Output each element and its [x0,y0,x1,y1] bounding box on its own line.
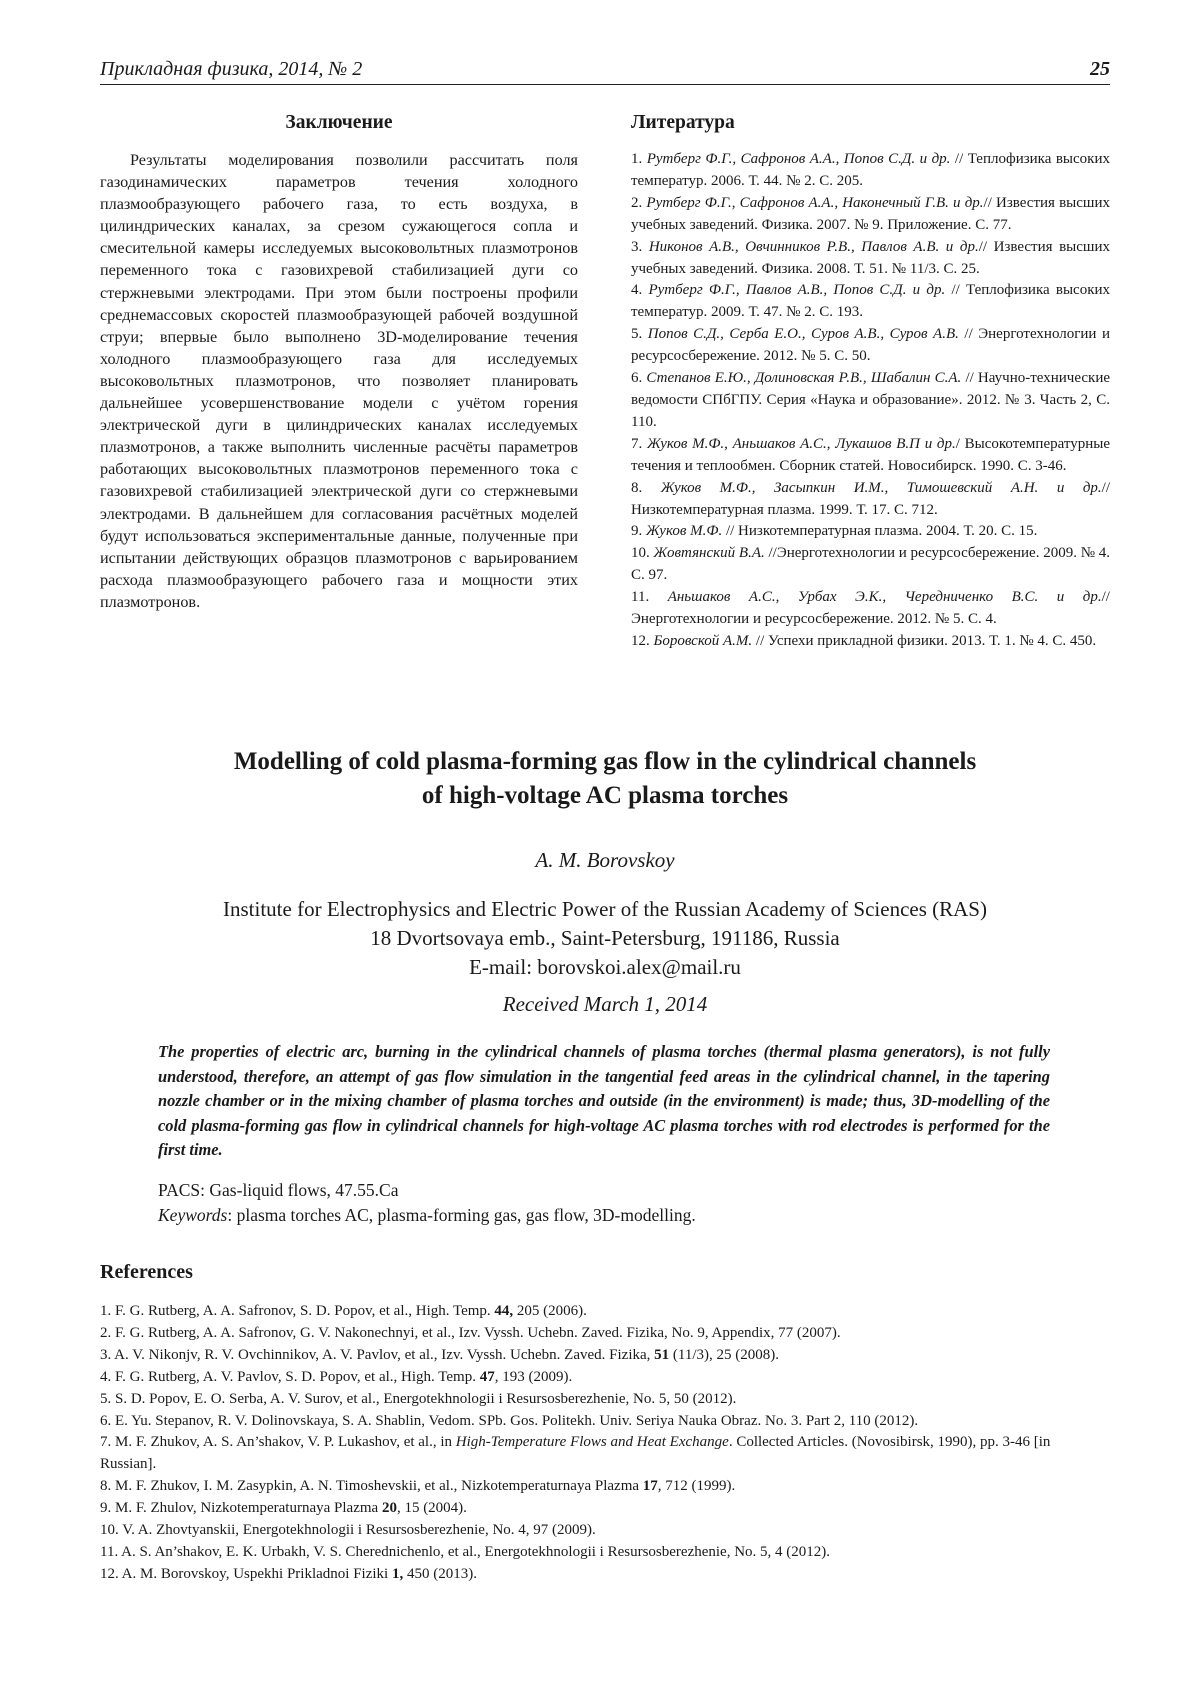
literature-item-number: 10. [631,545,654,562]
literature-item [631,587,1110,631]
literature-item [631,521,1110,543]
literature-item-source: // Низкотемпературная плазма. 2004. Т. 20. С. 15. [722,523,1038,540]
reference-text: 8. M. F. Zhukov, I. M. Zasypkin, A. N. Timoshevskii, et al., Nizkotemperaturnaya Plazma [100,1478,643,1495]
pacs-keywords [158,1178,1050,1228]
reference-text: 450 (2013). [403,1565,477,1582]
keywords-text: : plasma torches AC, plasma-forming gas, gas flow, 3D-modelling. [227,1205,696,1225]
reference-text: 12. A. M. Borovskoy, Uspekhi Prikladnoi Fiziki [100,1565,392,1582]
literature-item-source: //Энерготехнологии и ресурсосбережение. 2009. № 4. С. 97. [631,545,1111,584]
literature-item [631,324,1110,368]
reference-text: (11/3), 25 (2008). [669,1346,780,1363]
reference-text: 205 (2006). [513,1303,587,1319]
literature-item-authors: Аньшаков А.С., Урбах Э.К., Чередниченко В.С. и др. [667,589,1102,606]
conclusion-section [100,112,578,613]
literature-item-number: 6. [631,370,647,387]
reference-item [100,1323,1110,1345]
reference-text: 6. E. Yu. Stepanov, R. V. Dolinovskaya, S. A. Shablin, Vedom. SPb. Gos. Politekh. Univ. Seriya Nauka Obraz. No. 3. Part 2, 110 (2012). [100,1412,919,1429]
literature-item-source: // Научно-технические ведомости СПбГПУ. Серия «Наука и образование». 2012. № 3. Часть 2, С. 110. [631,370,1110,430]
literature-item [631,237,1110,281]
reference-volume: 17 [642,1478,658,1495]
reference-text: 10. V. A. Zhovtyanskii, Energotekhnologii i Resursosberezhenie, No. 4, 97 (2009). [100,1522,596,1539]
reference-text: . Collected Articles. (Novosibirsk, 1990), pp. 3-46 [in Russian]. [100,1434,1051,1473]
reference-text: , 712 (1999). [657,1478,736,1495]
literature-item-authors: Боровской А.М. [653,632,753,649]
literature-item-source: // Теплофизика высоких температур. 2006. Т. 44. № 2. С. 205. [631,151,1110,189]
references-heading: References [100,1261,193,1283]
reference-text: 5. S. D. Popov, E. O. Serba, A. V. Surov, et al., Energotekhnologii i Resursosberezhenie, No. 5, 50 (2012). [100,1390,737,1407]
literature-item-number: 7. [631,435,647,452]
literature-item-authors: Жуков М.Ф. [646,523,723,540]
literature-item-authors: Жуков М.Ф., Засыпкин И.М., Тимошевский А.Н. и др. [660,479,1102,496]
literature-item [631,368,1110,434]
literature-item-number: 2. [631,194,647,211]
literature-heading: Литература [631,112,735,133]
literature-list [631,149,1110,653]
literature-item-source: // Энерготехнологии и ресурсосбережение. 2012. № 5. С. 4. [631,589,1110,628]
keywords-line [158,1203,1050,1228]
literature-item-source: // Успехи прикладной физики. 2013. Т. 1. № 4. С. 450. [752,632,1097,649]
reference-text: 2. F. G. Rutberg, A. A. Safronov, G. V. Nakonechnyi, et al., Izv. Vyssh. Uchebn. Zaved. Fizika, No. 9, Appendix, 77 (2007). [100,1324,841,1341]
literature-item-authors: Никонов А.В., Овчинников Р.В., Павлов А.В. и др. [648,238,979,255]
references-list [100,1301,1110,1586]
literature-item-source: // Энерготехнологии и ресурсосбережение. 2012. № 5. С. 50. [631,326,1110,365]
reference-text: 1. F. G. Rutberg, A. A. Safronov, S. D. Popov, et al., High. Temp. [100,1303,495,1319]
literature-item-source: // Теплофизика высоких температур. 2009. Т. 47. № 2. С. 193. [631,282,1111,321]
reference-text: 4. F. G. Rutberg, A. V. Pavlov, S. D. Popov, et al., High. Temp. [100,1368,480,1385]
reference-volume: 51 [654,1346,670,1363]
article-title-line: Modelling of cold plasma-forming gas flow in the cylindrical channels [233,748,977,775]
affiliation-address: 18 Dvortsovaya emb., Saint-Petersburg, 191186, Russia [370,926,840,950]
literature-item-number: 8. [631,479,661,496]
reference-item [100,1367,1110,1389]
reference-volume: 20 [381,1500,397,1517]
article-title [100,745,1110,813]
received-date: Received March 1, 2014 [502,992,708,1016]
reference-text: 7. M. F. Zhukov, A. S. An’shakov, V. P. Lukashov, et al., in [100,1434,456,1451]
abstract: The properties of electric arc, burning in the cylindrical channels of plasma torches (thermal plasma generators), is not fully understood, therefore, an attempt of gas flow simulation in the tangential feed areas in the cylindrical channel, in the tapering nozzle chamber or in the mixing chamber of plasma torches and outside (in the environment) is made; thus, 3D-modelling of the cold plasma-forming gas flow in cylindrical channels for high-voltage AC plasma torches with rod electrodes is performed for the first time. [158,1042,1050,1159]
article-author: A. M. Borovskoy [535,848,675,872]
reference-text: 11. A. S. An’shakov, E. K. Urbakh, V. S. Cherednichenlo, et al., Energotekhnologii i Resursosberezhenie, No. 5, 4 (2012). [100,1543,831,1560]
reference-text: 3. A. V. Nikonjv, R. V. Ovchinnikov, A. V. Pavlov, et al., Izv. Vyssh. Uchebn. Zaved. Fizika, [100,1346,655,1363]
reference-item [100,1345,1110,1367]
running-header [100,58,1110,85]
literature-item-number: 12. [631,632,654,649]
literature-item-source: // Низкотемпературная плазма. 1999. Т. 17. С. 712. [631,479,1111,518]
reference-item [100,1301,1110,1323]
literature-item-authors: Жовтянский В.А. [653,545,765,562]
literature-section [631,112,1110,653]
literature-item-authors: Рутберг Ф.Г., Сафронов А.А., Попов С.Д. и др. [646,151,951,167]
literature-item [631,193,1110,237]
reference-text: 9. M. F. Zhulov, Nizkotemperaturnaya Plazma [100,1500,382,1517]
affiliation [100,895,1110,982]
conclusion-heading: Заключение [285,112,393,133]
reference-volume: 1, [391,1565,404,1582]
conclusion-text: Результаты моделирования позволили рассчитать поля газодинамических параметров течения холодного плазмообразующего рабочего газа, то есть воздуха, в цилиндрических каналах, за срезом сужающегося сопла и смесительной камеры исследуемых высоковольтных плазмотронов переменного тока с газовихревой стабилизацией дуги со стержневыми электродами. При этом были построены профили среднемассовых скоростей плазмообразующей рабочей воздушной струи; впервые было выполнено 3D-моделирование течения холодного плазмообразующего газа для исследуемых высоковольтных плазмотронов, что позволяет планировать дальнейшее усовершенствование модели с учётом горения электрической дуги в цилиндрических каналах исследуемых плазмотронов, а также выполнить численные расчёты параметров работающих высоковольтных плазмотронов переменного тока с газовихревой стабилизацией электрической дуги со стержневыми электродами. В дальнейшем для согласования расчётных моделей будут использоваться экспериментальные данные, полученные при испытании действующих образцов плазмотронов с варьированием расхода плазмообразующего рабочего газа и мощности этих плазмотронов. [100,151,578,611]
literature-item [631,543,1110,587]
keywords-label: Keywords [158,1205,228,1225]
affiliation-email: E-mail: borovskoi.alex@mail.ru [469,955,741,979]
literature-item-number: 3. [631,238,649,255]
reference-item [100,1542,1110,1564]
article-title-line: of high-voltage AC plasma torches [421,782,789,809]
journal-title: Прикладная физика, 2014, № 2 [100,58,363,80]
literature-item-authors: Попов С.Д., Серба Е.О., Суров А.В., Суров А.В. [647,326,959,343]
literature-item [631,478,1110,522]
reference-item [100,1411,1110,1433]
reference-item [100,1498,1110,1520]
literature-item-number: 9. [631,523,646,540]
literature-item-number: 5. [631,326,648,343]
literature-item-authors: Степанов Е.Ю., Долиновская Р.В., Шабалин С.А. [646,370,962,387]
literature-item-authors: Рутберг Ф.Г., Сафронов А.А., Наконечный Г.В. и др. [646,194,984,211]
reference-item [100,1476,1110,1498]
literature-item [631,631,1110,653]
literature-item-number: 1. [631,151,647,167]
reference-item [100,1389,1110,1411]
literature-item-source: // Известия высших учебных заведений. Физика. 2007. № 9. Приложение. С. 77. [631,194,1110,233]
literature-item-authors: Рутберг Ф.Г., Павлов А.В., Попов С.Д. и др. [648,282,946,299]
reference-item [100,1564,1110,1586]
literature-item-source: / Высокотемпературные течения и теплообмен. Сборник статей. Новосибирск. 1990. С. 3-46. [631,435,1110,474]
pacs-line: PACS: Gas-liquid flows, 47.55.Ca [158,1180,399,1200]
reference-item [100,1520,1110,1542]
literature-item [631,434,1110,478]
literature-item-authors: Жуков М.Ф., Аньшаков А.С., Лукашов В.П и др. [646,435,956,452]
reference-book-title: High-Temperature Flows and Heat Exchange [455,1434,729,1451]
reference-volume: 44, [494,1303,514,1319]
literature-item [631,149,1110,193]
literature-item-number: 11. [631,589,668,606]
reference-item [100,1432,1110,1476]
reference-text: , 193 (2009). [494,1368,573,1385]
reference-volume: 47 [479,1368,495,1385]
literature-item-number: 4. [631,282,649,299]
affiliation-institute: Institute for Electrophysics and Electric Power of the Russian Academy of Sciences (RAS) [223,897,987,921]
literature-item-source: // Известия высших учебных заведений. Физика. 2008. Т. 51. № 11/3. С. 25. [631,238,1110,277]
page-number: 25 [1090,58,1110,80]
literature-item [631,280,1110,324]
reference-text: , 15 (2004). [396,1500,467,1517]
